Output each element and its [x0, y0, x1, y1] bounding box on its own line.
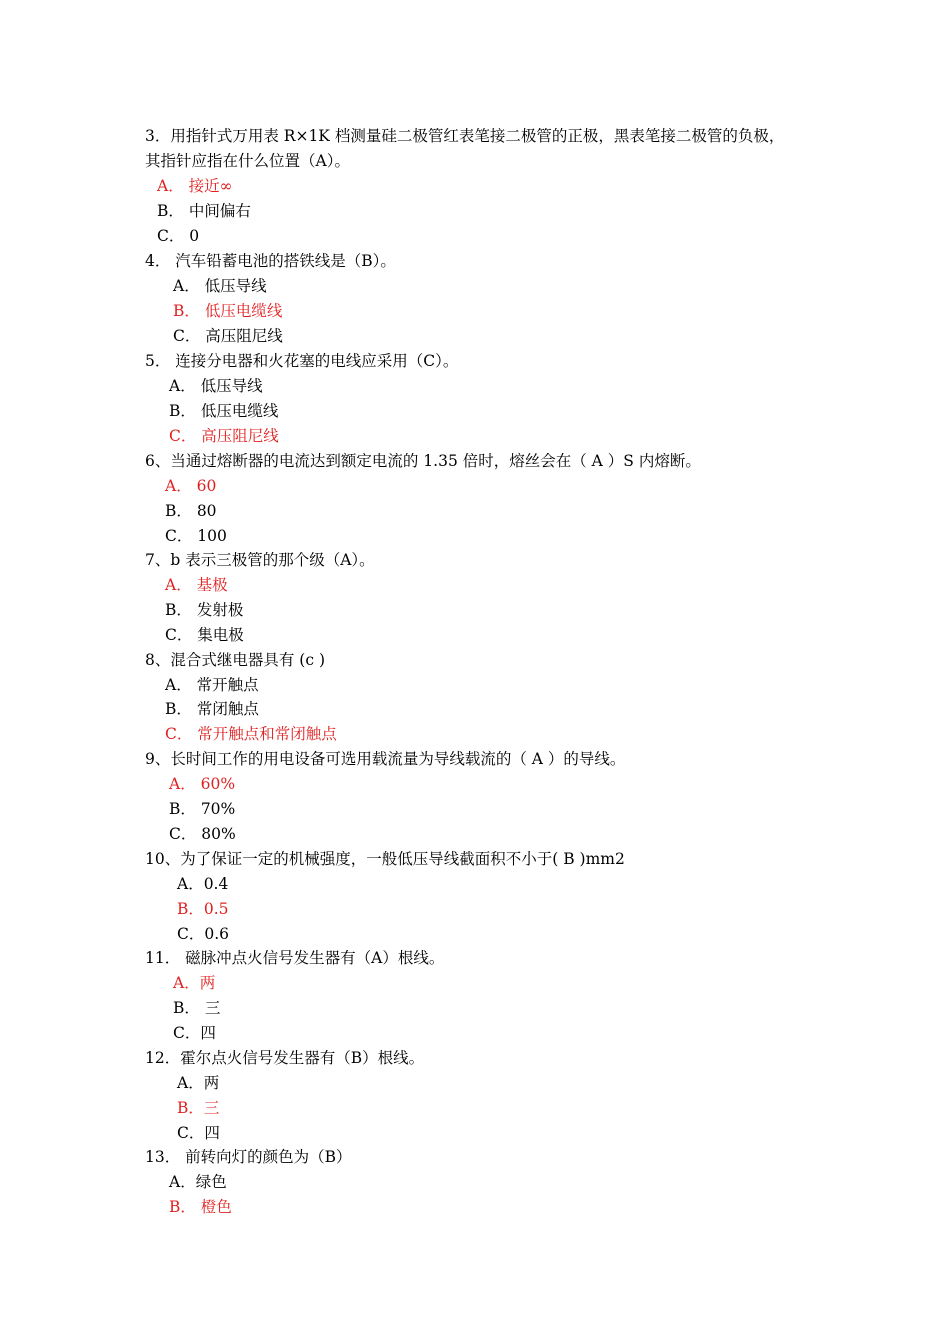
question-10-option-b: B．0.5: [177, 900, 229, 918]
question-12-option-c: C．四: [177, 1124, 220, 1142]
question-8-option-c: C． 常开触点和常闭触点: [165, 725, 337, 743]
question-12-text: 12．霍尔点火信号发生器有（B）根线。: [145, 1049, 425, 1067]
question-11-option-c: C．四: [173, 1024, 216, 1042]
question-11-option-a: A．两: [173, 974, 216, 992]
question-5-option-a: A． 低压导线: [169, 377, 263, 395]
question-5-option-b: B． 低压电缆线: [169, 402, 279, 420]
question-6-option-a: A． 60: [165, 477, 217, 495]
question-3-line-1: 3．用指针式万用表 R×1K 档测量硅二极管红表笔接二极管的正极，黑表笔接二极管的负极，: [145, 127, 785, 145]
question-5-option-c: C． 高压阻尼线: [169, 427, 279, 445]
question-10-option-a: A．0.4: [177, 875, 229, 893]
question-8-text: 8、混合式继电器具有 (c ): [145, 651, 325, 669]
question-3-line-2: 其指针应指在什么位置（A）。: [145, 152, 350, 170]
question-3-option-a: A． 接近∞: [157, 177, 233, 195]
question-7-option-a: A． 基极: [165, 576, 228, 594]
question-10-option-c: C．0.6: [177, 925, 230, 943]
question-9-option-a: A． 60%: [169, 775, 236, 793]
question-12-option-a: A．两: [177, 1074, 220, 1092]
question-9-option-b: B． 70%: [169, 800, 236, 818]
question-11-text: 11． 磁脉冲点火信号发生器有（A）根线。: [145, 949, 445, 967]
question-13-text: 13． 前转向灯的颜色为（B）: [145, 1148, 352, 1166]
question-4-text: 4． 汽车铅蓄电池的搭铁线是（B）。: [145, 252, 396, 270]
question-4-option-c: C． 高压阻尼线: [173, 327, 283, 345]
question-6-option-b: B． 80: [165, 502, 217, 520]
question-3-option-b: B． 中间偏右: [157, 202, 251, 220]
question-12-option-b: B．三: [177, 1099, 220, 1117]
question-9-text: 9、长时间工作的用电设备可选用载流量为导线载流的（ A ）的导线。: [145, 750, 626, 768]
question-8-option-a: A． 常开触点: [165, 676, 259, 694]
question-11-option-b: B． 三: [173, 999, 221, 1017]
question-6-option-c: C． 100: [165, 527, 227, 545]
question-7-option-c: C． 集电极: [165, 626, 244, 644]
question-5-text: 5． 连接分电器和火花塞的电线应采用（C）。: [145, 352, 459, 370]
question-13-option-a: A．绿色: [169, 1173, 227, 1191]
question-7-text: 7、b 表示三极管的那个级（A）。: [145, 551, 375, 569]
question-4-option-b: B． 低压电缆线: [173, 302, 283, 320]
question-3-option-c: C． 0: [157, 227, 200, 245]
question-13-option-b: B． 橙色: [169, 1198, 232, 1216]
question-10-text: 10、为了保证一定的机械强度，一般低压导线截面积不小于( B )mm2: [145, 850, 625, 868]
question-6-text: 6、当通过熔断器的电流达到额定电流的 1.35 倍时，熔丝会在（ A ）S 内熔断。: [145, 452, 701, 470]
question-7-option-b: B． 发射极: [165, 601, 244, 619]
question-8-option-b: B． 常闭触点: [165, 700, 259, 718]
question-9-option-c: C． 80%: [169, 825, 236, 843]
question-4-option-a: A． 低压导线: [173, 277, 267, 295]
